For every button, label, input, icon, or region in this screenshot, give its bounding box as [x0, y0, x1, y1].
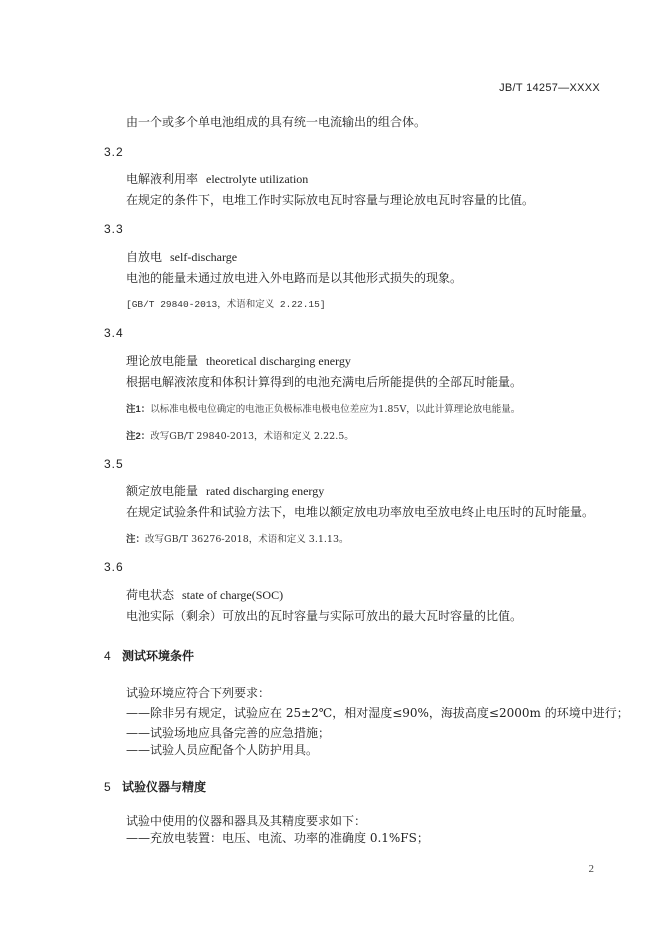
- section-4-intro: 试验环境应符合下列要求：: [126, 686, 271, 700]
- note-text: 以标准电极电位确定的电池正负极标准电极电位差应为1.85V，以此计算理论放电能量。: [150, 404, 521, 415]
- note-text: 改写GB/T 29840-2013，术语和定义 2.22.5。: [150, 431, 354, 442]
- note-label: 注1：: [126, 404, 151, 415]
- note-label: 注2：: [126, 431, 151, 442]
- term-cn: 自放电: [126, 250, 163, 264]
- section-title: 测试环境条件: [122, 649, 195, 663]
- clause-number-3-6: 3.6: [104, 560, 124, 574]
- term-en: theoretical discharging energy: [206, 354, 351, 368]
- definition-3-5: 在规定试验条件和试验方法下，电堆以额定放电功率放电至放电终止电压时的瓦时能量。: [126, 505, 595, 519]
- term-3-2: [126, 170, 308, 187]
- section-heading-4: [104, 647, 194, 664]
- clause-number-3-2: 3.2: [104, 145, 124, 159]
- clause-number-3-5: 3.5: [104, 457, 124, 471]
- note-2-3-4: [126, 428, 354, 442]
- section-4-item-3: ——试验人员应配备个人防护用具。: [126, 743, 319, 757]
- definition-3-3: 电池的能量未通过放电进入外电路而是以其他形式损失的现象。: [126, 271, 463, 285]
- definition-3-2: 在规定的条件下，电堆工作时实际放电瓦时容量与理论放电瓦时容量的比值。: [126, 193, 535, 207]
- note-text: 改写GB/T 36276-2018，术语和定义 3.1.13。: [145, 534, 349, 545]
- term-en: state of charge(SOC): [182, 588, 284, 602]
- term-cn: 额定放电能量: [126, 484, 199, 498]
- definition-3-1-text: 由一个或多个单电池组成的具有统一电流输出的组合体。: [126, 115, 427, 129]
- page-number: 2: [588, 863, 594, 875]
- term-en: electrolyte utilization: [206, 172, 309, 186]
- clause-number-3-3: 3.3: [104, 222, 124, 236]
- term-3-4: [126, 352, 351, 369]
- section-heading-5: [104, 778, 206, 795]
- term-cn: 理论放电能量: [126, 354, 199, 368]
- section-4-item-2: ——试验场地应具备完善的应急措施；: [126, 726, 331, 740]
- term-cn: 电解液利用率: [126, 172, 199, 186]
- term-en: self-discharge: [170, 250, 238, 264]
- section-4-item-1: ——除非另有规定，试验应在 25±2℃，相对湿度≤90%，海拔高度≤2000m 的环境中进行；: [126, 706, 629, 720]
- term-3-6: [126, 586, 283, 603]
- note-3-5: [126, 531, 349, 545]
- term-cn: 荷电状态: [126, 588, 175, 602]
- clause-number-3-4: 3.4: [104, 326, 124, 340]
- term-3-5: [126, 482, 324, 499]
- note-label: 注：: [126, 534, 146, 545]
- section-5-intro: 试验中使用的仪器和器具及其精度要求如下：: [126, 814, 367, 828]
- section-5-item-1: ——充放电装置：电压、电流、功率的准确度 0.1%FS；: [126, 831, 429, 845]
- section-title: 试验仪器与精度: [122, 780, 207, 794]
- section-number: 5: [104, 780, 111, 794]
- term-3-3: [126, 248, 237, 265]
- source-reference-3-3: [GB/T 29840-2013，术语和定义 2.22.15]: [126, 299, 326, 310]
- section-number: 4: [104, 649, 111, 663]
- definition-3-6: 电池实际（剩余）可放出的瓦时容量与实际可放出的最大瓦时容量的比值。: [126, 609, 523, 623]
- document-standard-code: JB/T 14257—XXXX: [499, 82, 600, 94]
- term-en: rated discharging energy: [206, 484, 325, 498]
- note-1-3-4: [126, 401, 520, 415]
- definition-3-4: 根据电解液浓度和体积计算得到的电池充满电后所能提供的全部瓦时能量。: [126, 375, 523, 389]
